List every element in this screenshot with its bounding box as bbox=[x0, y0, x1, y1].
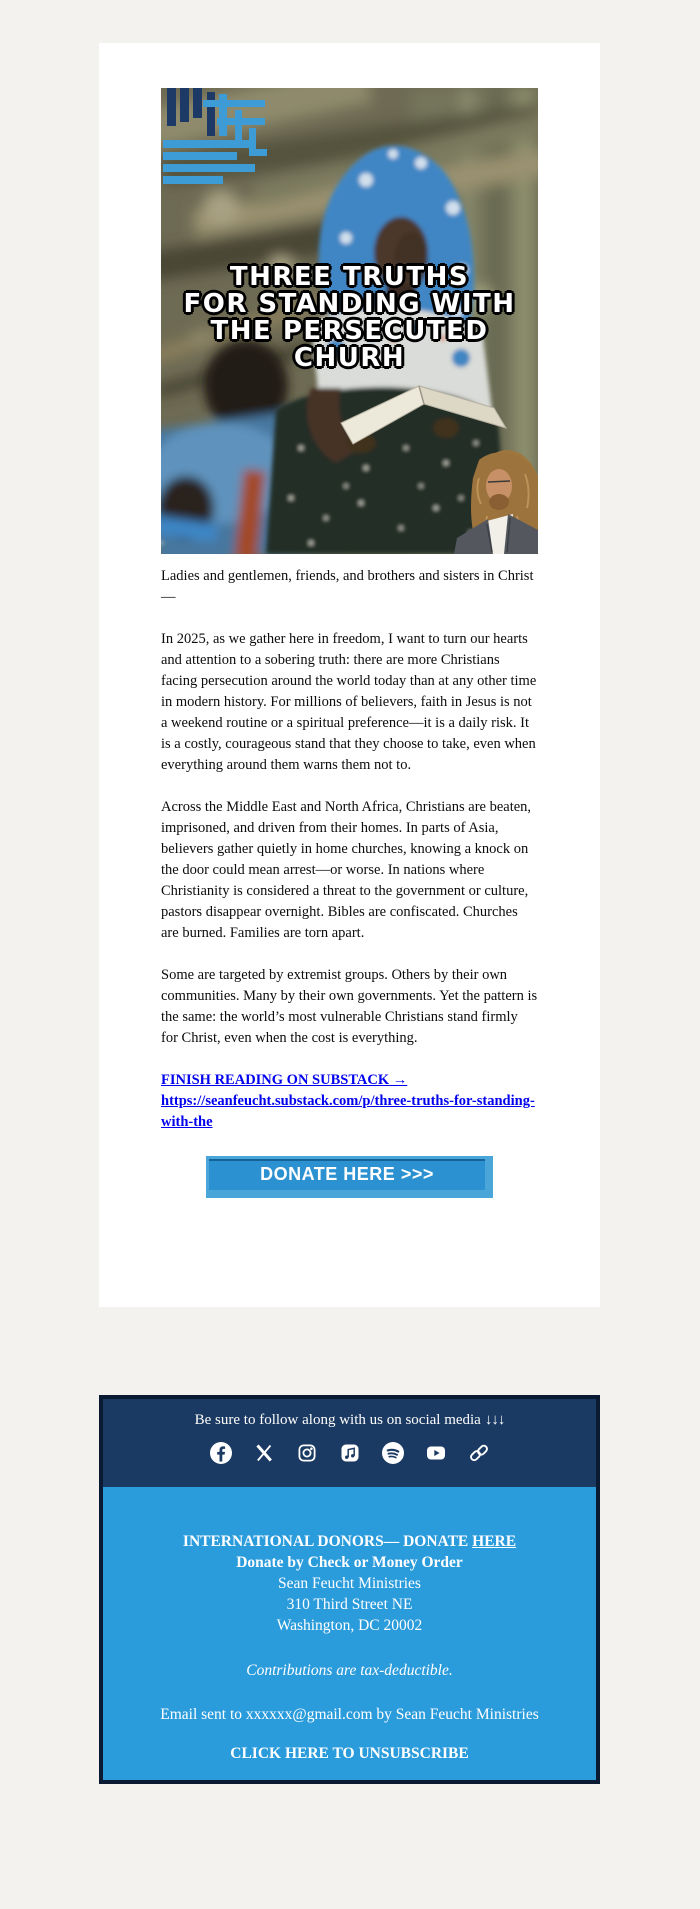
social-icons-row bbox=[103, 1440, 596, 1466]
instagram-icon[interactable] bbox=[294, 1440, 320, 1466]
international-donate-link[interactable]: HERE bbox=[472, 1533, 517, 1550]
international-donors-text: INTERNATIONAL DONORS— DONATE bbox=[182, 1533, 473, 1550]
paragraph-greeting: Ladies and gentlemen, friends, and brothers and sisters in Christ— bbox=[161, 568, 534, 605]
email-body-card bbox=[99, 43, 600, 1307]
apple-music-icon[interactable] bbox=[337, 1440, 363, 1466]
hero-title-line: THREE TRUTHS bbox=[229, 262, 470, 292]
donate-button-row bbox=[161, 1156, 538, 1198]
social-heading bbox=[103, 1399, 596, 1431]
paragraph-2: Across the Middle East and North Africa, Christians are beaten, imprisoned, and driven from their homes. In parts of Asia, believers gather quietly in home churches, knowing a knock on the door could mean arrest—or worse. In nations where Christianity is considered a threat to the government or culture, pastors disappear overnight. Bibles are confiscated. Churches are burned. Families are torn apart. bbox=[161, 799, 532, 941]
footer-info-section bbox=[103, 1487, 596, 1780]
x-icon[interactable] bbox=[251, 1440, 277, 1466]
email-sent-note: Email sent to xxxxxx@gmail.com by Sean Feucht Ministries bbox=[160, 1706, 539, 1723]
paragraph-3: Some are targeted by extremist groups. Others by their own communities. Many by their own governments. Yet the pattern is the same: the world’s most vulnerable Christians stand firmly for Christ, even when the cost is everything. bbox=[161, 967, 538, 1046]
check-money-order-line: Donate by Check or Money Order bbox=[236, 1554, 463, 1571]
donate-button[interactable]: DONATE HERE >>> bbox=[209, 1159, 485, 1190]
paragraph-1: In 2025, as we gather here in freedom, I want to turn our hearts and attention to a sobering truth: there are more Christians facing persecution around the world today than at any other time in modern history. For millions of believers, faith in Jesus is not a weekend routine or a spiritual preference—it is a daily risk. It is a costly, courageous stand that they choose to take, even when everything around them warns them not to. bbox=[161, 631, 537, 773]
hero-title-line: FOR STANDING WITH bbox=[183, 289, 516, 319]
tax-deductible-note: Contributions are tax-deductible. bbox=[246, 1662, 453, 1679]
youtube-icon[interactable] bbox=[423, 1440, 449, 1466]
link-icon[interactable] bbox=[466, 1440, 492, 1466]
address-line-1: 310 Third Street NE bbox=[286, 1596, 413, 1613]
hero-title-line: THE PERSECUTED bbox=[210, 316, 489, 346]
email-footer bbox=[99, 1395, 600, 1784]
facebook-icon[interactable] bbox=[208, 1440, 234, 1466]
address-line-2: Washington, DC 20002 bbox=[276, 1617, 423, 1634]
org-name: Sean Feucht Ministries bbox=[278, 1575, 421, 1592]
article-body bbox=[161, 566, 538, 1198]
unsubscribe-link[interactable]: CLICK HERE TO UNSUBSCRIBE bbox=[230, 1745, 469, 1762]
substack-link[interactable] bbox=[161, 1070, 538, 1133]
hero-title-line: CHURH bbox=[293, 343, 406, 373]
donate-button-bevel bbox=[206, 1156, 493, 1198]
hero-image bbox=[161, 88, 538, 554]
spotify-icon[interactable] bbox=[380, 1440, 406, 1466]
substack-link-title[interactable]: FINISH READING ON SUBSTACK → bbox=[161, 1072, 408, 1088]
social-bar bbox=[103, 1399, 596, 1487]
substack-link-url[interactable]: https://seanfeucht.substack.com/p/three-truths-for-standing-with-the bbox=[161, 1093, 535, 1130]
international-donors-line bbox=[123, 1531, 576, 1552]
hero-title bbox=[161, 264, 538, 372]
social-heading-text: Be sure to follow along with us on social media bbox=[194, 1412, 481, 1428]
down-arrows: ↓↓↓ bbox=[484, 1412, 505, 1428]
